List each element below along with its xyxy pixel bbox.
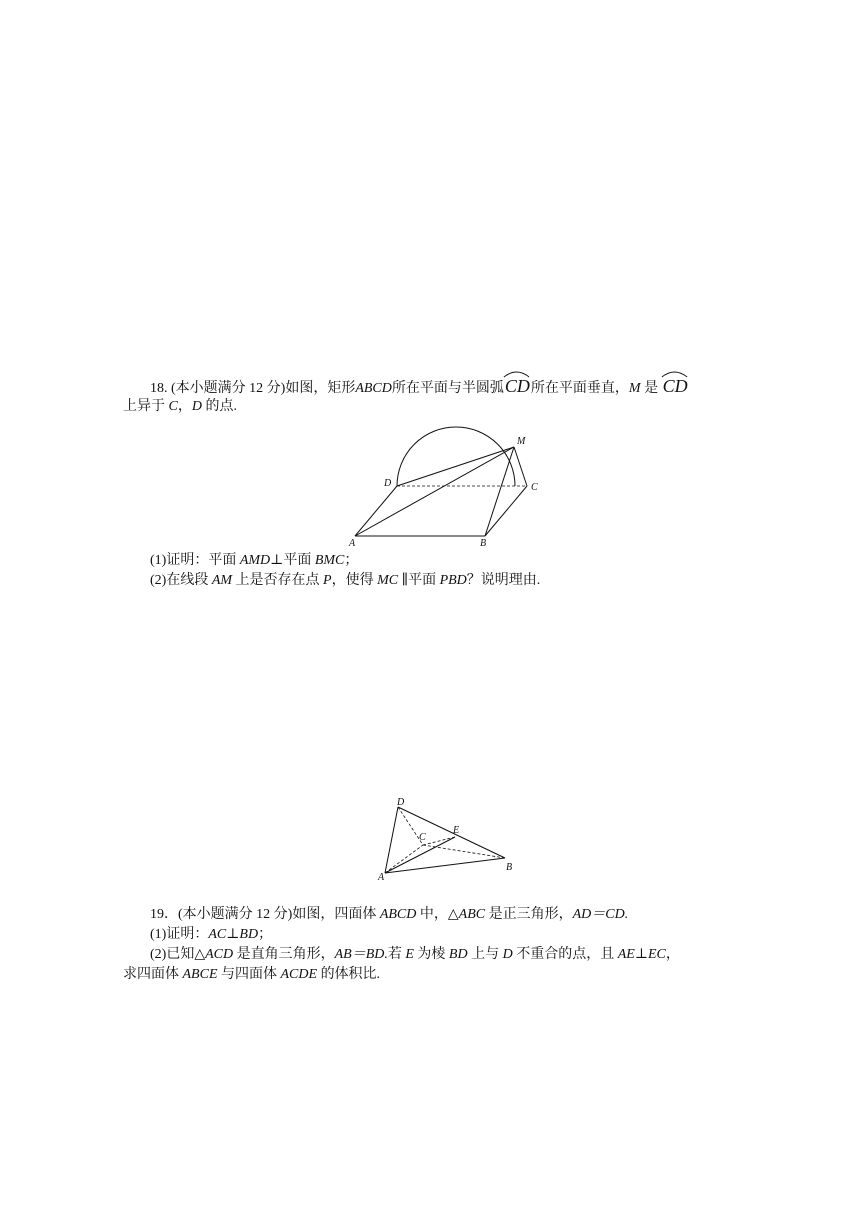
q19-text: 如图，四面体 [292,907,377,922]
q19-figure [370,795,520,880]
q18-d-var: D [191,399,202,414]
q18-arc-label: CD [662,376,688,396]
q19-ad-cd: AD＝CD. [572,907,629,922]
q19-label-b: B [506,862,513,873]
q18-label-b: B [480,538,487,549]
q19-edge-ab [385,858,505,873]
q18-bmc-var: BMC [314,553,345,568]
q19-points: (本小题满分 12 分) [178,907,293,922]
q19-text: 的体积比. [320,967,381,982]
q19-text: 求四面体 [123,967,179,982]
q18-edge-bc [485,486,527,536]
q18-text: (1)证明：平面 [150,553,237,568]
q18-text: ⊥平面 [270,553,312,568]
q19-text: 若 [387,947,402,962]
q18-text: 所在平面垂直， [530,381,629,396]
q19-acde-var: ACDE [280,967,318,982]
q19-ab-bd: AB＝BD. [334,947,388,962]
q19-bd-var: BD [448,947,468,962]
q19-abcd-var: ABCD [379,907,417,922]
q19-edge-da [385,807,398,873]
q19-number: 19． [150,907,178,922]
q18-text: (2)在线段 [150,573,209,588]
q18-text: ； [344,553,359,568]
q18-edge-cm [514,447,527,486]
q19-ec-var: EC [648,947,666,962]
q18-text: 上是否存在点 [235,573,320,588]
q19-abce-var: ABCE [182,967,218,982]
q18-edge-am [355,447,514,536]
q18-text: 的点. [205,399,237,414]
q19-abc-var: ABC [458,907,486,922]
q18-part2 [150,572,540,590]
q19-label-d: D [397,797,405,808]
q19-line3 [123,966,380,984]
q18-text: 所在平面与半圆弧 [391,381,504,396]
q18-edge-ad [355,486,397,536]
q18-arc-cd-2 [662,377,689,395]
q18-points: (本小题满分 12 分) [171,381,286,396]
q19-label-e: E [453,825,460,836]
q19-part1 [150,926,272,944]
q18-figure [340,425,550,550]
q18-rect-var: ABCD [355,381,392,396]
q19-text: 为棱 [417,947,446,962]
q18-comma: ， [177,399,192,414]
q19-line1 [150,906,628,924]
q19-bd-var: BD [239,927,259,942]
q18-amd-var: AMD [239,553,271,568]
q19-perp: ⊥ [634,947,648,962]
q18-text: 是 [644,381,659,396]
q19-text: 中，△ [419,907,459,922]
q19-text: 是正三角形， [488,907,573,922]
q18-arc-cd [504,377,531,395]
q19-acd-var: ACD [205,947,234,962]
q18-p-var: P [323,573,332,588]
q18-text: ？说明理由. [466,573,541,588]
q18-line2 [123,398,237,416]
q19-label-c: C [419,832,426,843]
q18-c-var: C [168,399,178,414]
q19-text: 与四面体 [221,967,277,982]
q19-text: 是直角三角形， [236,947,335,962]
q19-d-var: D [502,947,513,962]
q18-mc-var: MC [377,573,399,588]
q18-label-m: M [517,436,526,447]
q18-pbd-var: PBD [439,573,467,588]
q19-edge-db [398,807,505,858]
q19-label-a: A [378,872,385,880]
q18-m-var: M [628,381,641,396]
q18-text: 上异于 [123,399,165,414]
q18-label-a: A [349,538,356,549]
q19-perp: ⊥ [226,927,240,942]
q18-label-c: C [531,482,538,493]
q18-arc-label: CD [504,376,530,396]
q19-text: (2)已知△ [150,947,206,962]
q19-ac-var: AC [208,927,227,942]
q18-label-d: D [384,478,392,489]
q19-edge-ce-dashed [423,837,455,845]
q19-ae-var: AE [617,947,635,962]
q19-text: 上与 [471,947,500,962]
q18-line1 [150,377,689,398]
q19-part2 [150,946,680,964]
q19-text: ， [665,947,680,962]
q19-text: 不重合的点，且 [516,947,615,962]
q18-text: ∥平面 [401,573,437,588]
q18-am-var: AM [211,573,233,588]
q18-text: 如图，矩形 [285,381,356,396]
q18-part1 [150,552,358,570]
q18-number: 18. [150,381,168,396]
q19-text: (1)证明： [150,927,209,942]
q19-edge-cb-dashed [423,845,505,858]
q19-e-var: E [405,947,414,962]
q18-text: ，使得 [331,573,374,588]
q19-text: ； [258,927,273,942]
